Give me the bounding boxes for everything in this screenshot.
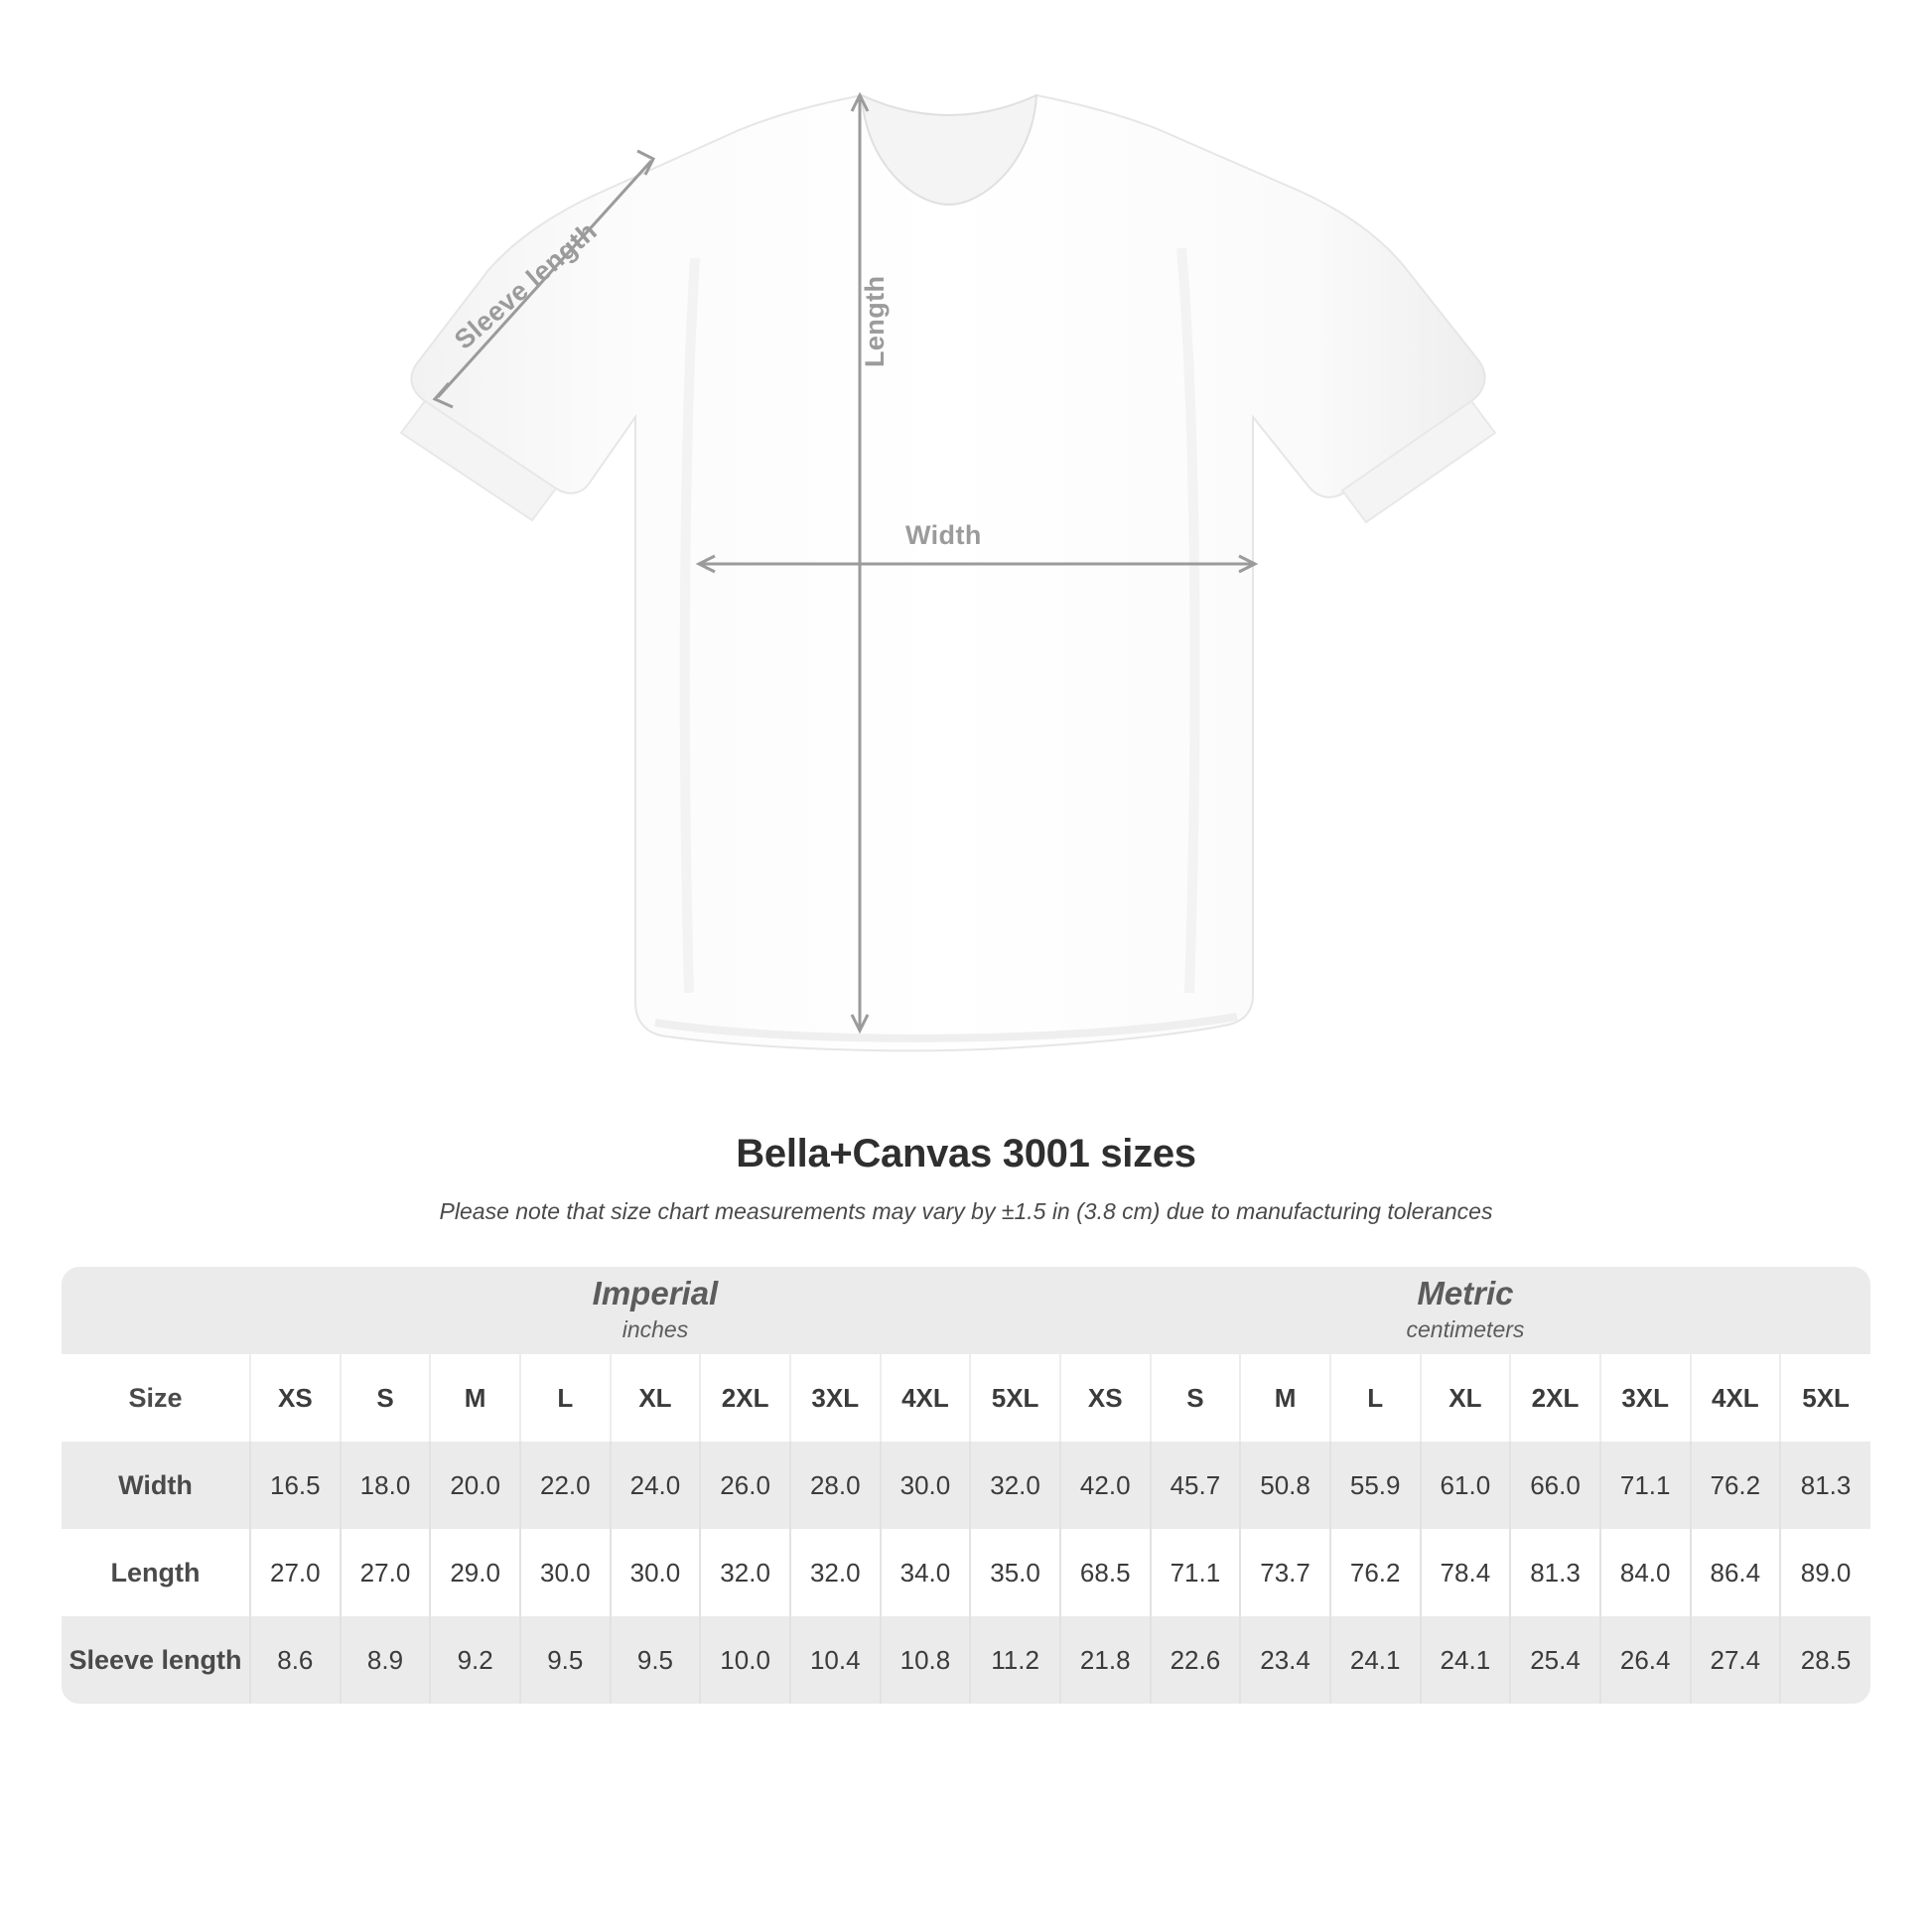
col-header-imperial-5xl: 5XL [970,1354,1060,1442]
cell-width-13: 61.0 [1421,1442,1511,1529]
cell-length-16: 86.4 [1691,1529,1781,1616]
cell-length-13: 78.4 [1421,1529,1511,1616]
table-row [62,1529,1870,1616]
cell-length-4: 30.0 [611,1529,701,1616]
cell-width-15: 71.1 [1600,1442,1691,1529]
cell-width-7: 30.0 [881,1442,971,1529]
width-dimension-label: Width [905,520,982,550]
cell-sleeve-1: 8.9 [341,1616,431,1704]
cell-length-1: 27.0 [341,1529,431,1616]
col-header-metric-3xl: 3XL [1600,1354,1691,1442]
cell-length-17: 89.0 [1780,1529,1870,1616]
row-header-size: Size [62,1354,250,1442]
cell-width-12: 55.9 [1330,1442,1421,1529]
cell-sleeve-2: 9.2 [430,1616,520,1704]
cell-width-17: 81.3 [1780,1442,1870,1529]
col-header-imperial-3xl: 3XL [790,1354,881,1442]
unit-group-metric [1060,1267,1870,1354]
page-title: Bella+Canvas 3001 sizes [736,1132,1196,1175]
cell-length-15: 84.0 [1600,1529,1691,1616]
table-row [62,1442,1870,1529]
col-header-metric-2xl: 2XL [1510,1354,1600,1442]
unit-group-metric-sub: centimeters [1406,1315,1525,1342]
col-header-imperial-l: L [520,1354,611,1442]
unit-group-imperial-sub: inches [621,1315,689,1342]
cell-sleeve-12: 24.1 [1330,1616,1421,1704]
row-label-sleeve-length: Sleeve length [62,1616,250,1704]
col-header-metric-l: L [1330,1354,1421,1442]
cell-length-2: 29.0 [430,1529,520,1616]
col-header-metric-5xl: 5XL [1780,1354,1870,1442]
cell-sleeve-10: 22.6 [1151,1616,1241,1704]
col-header-imperial-4xl: 4XL [881,1354,971,1442]
col-header-imperial-s: S [341,1354,431,1442]
cell-length-0: 27.0 [250,1529,341,1616]
cell-sleeve-11: 23.4 [1240,1616,1330,1704]
cell-length-3: 30.0 [520,1529,611,1616]
col-header-imperial-2xl: 2XL [700,1354,790,1442]
unit-group-metric-name: Metric [1417,1274,1514,1311]
cell-width-5: 26.0 [700,1442,790,1529]
cell-length-14: 81.3 [1510,1529,1600,1616]
cell-sleeve-8: 11.2 [970,1616,1060,1704]
col-header-imperial-m: M [430,1354,520,1442]
unit-group-imperial-name: Imperial [592,1274,719,1311]
cell-width-8: 32.0 [970,1442,1060,1529]
cell-width-9: 42.0 [1060,1442,1151,1529]
sleeve-length-dimension-label: Sleeve length [449,215,603,355]
cell-width-11: 50.8 [1240,1442,1330,1529]
col-header-metric-xs: XS [1060,1354,1151,1442]
cell-width-3: 22.0 [520,1442,611,1529]
cell-sleeve-5: 10.0 [700,1616,790,1704]
cell-sleeve-3: 9.5 [520,1616,611,1704]
cell-sleeve-15: 26.4 [1600,1616,1691,1704]
cell-width-16: 76.2 [1691,1442,1781,1529]
cell-width-2: 20.0 [430,1442,520,1529]
cell-width-0: 16.5 [250,1442,341,1529]
cell-length-8: 35.0 [970,1529,1060,1616]
unit-spacer-cell [62,1267,250,1354]
cell-width-4: 24.0 [611,1442,701,1529]
cell-sleeve-17: 28.5 [1780,1616,1870,1704]
cell-length-10: 71.1 [1151,1529,1241,1616]
length-dimension-label: Length [860,275,890,367]
cell-length-7: 34.0 [881,1529,971,1616]
col-header-metric-s: S [1151,1354,1241,1442]
cell-sleeve-6: 10.4 [790,1616,881,1704]
cell-sleeve-16: 27.4 [1691,1616,1781,1704]
size-chart-table-wrapper [62,1267,1870,1704]
col-header-metric-m: M [1240,1354,1330,1442]
cell-width-14: 66.0 [1510,1442,1600,1529]
cell-width-10: 45.7 [1151,1442,1241,1529]
cell-length-5: 32.0 [700,1529,790,1616]
col-header-imperial-xs: XS [250,1354,341,1442]
cell-length-12: 76.2 [1330,1529,1421,1616]
cell-length-9: 68.5 [1060,1529,1151,1616]
cell-length-11: 73.7 [1240,1529,1330,1616]
row-label-length: Length [62,1529,250,1616]
size-chart-table [62,1267,1870,1704]
table-row [62,1616,1870,1704]
col-header-imperial-xl: XL [611,1354,701,1442]
cell-width-6: 28.0 [790,1442,881,1529]
cell-sleeve-14: 25.4 [1510,1616,1600,1704]
size-header-row [62,1354,1870,1442]
tolerance-note: Please note that size chart measurements may vary by ±1.5 in (3.8 cm) due to manufacturing tolerances [439,1198,1493,1224]
unit-group-row [62,1267,1870,1354]
col-header-metric-4xl: 4XL [1691,1354,1781,1442]
cell-length-6: 32.0 [790,1529,881,1616]
cell-sleeve-13: 24.1 [1421,1616,1511,1704]
cell-sleeve-0: 8.6 [250,1616,341,1704]
cell-sleeve-7: 10.8 [881,1616,971,1704]
col-header-metric-xl: XL [1421,1354,1511,1442]
cell-sleeve-4: 9.5 [611,1616,701,1704]
row-label-width: Width [62,1442,250,1529]
cell-sleeve-9: 21.8 [1060,1616,1151,1704]
cell-width-1: 18.0 [341,1442,431,1529]
unit-group-imperial [250,1267,1060,1354]
